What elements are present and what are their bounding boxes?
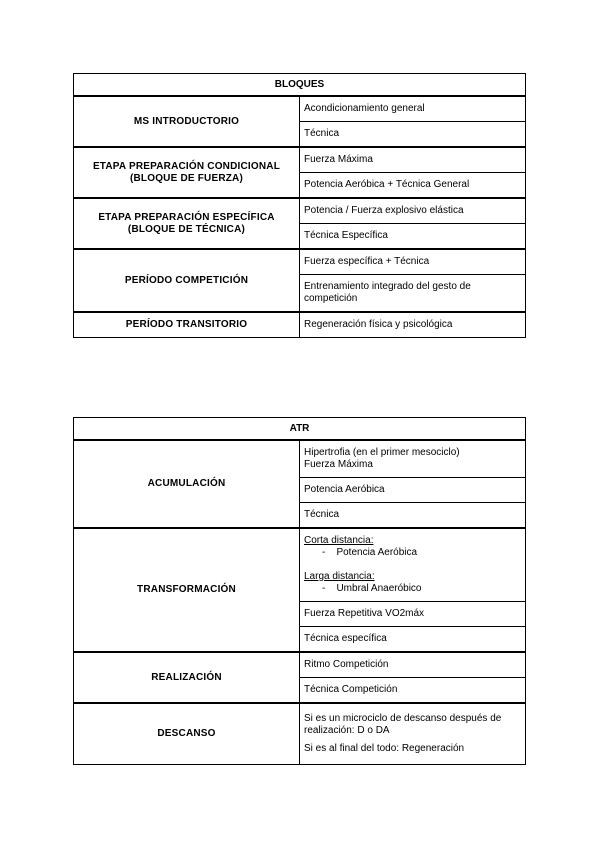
bloques-title: BLOQUES <box>74 74 526 97</box>
list-item: - Potencia Aeróbica <box>322 547 418 558</box>
atr-title: ATR <box>74 418 526 441</box>
bloques-table <box>73 73 526 338</box>
group-label-line2: (BLOQUE DE FUERZA) <box>129 172 244 184</box>
atr-table <box>73 417 526 765</box>
group-realizacion: REALIZACIÓN <box>74 652 300 703</box>
group-label-line1: ETAPA PREPARACIÓN ESPECÍFICA <box>98 211 275 223</box>
group-label-line1: ETAPA PREPARACIÓN CONDICIONAL <box>92 160 281 172</box>
corta-distancia-heading: Corta distancia: <box>304 535 374 546</box>
group-periodo-transitorio: PERÍODO TRANSITORIO <box>74 312 300 338</box>
table-cell: Potencia Aeróbica <box>300 478 526 503</box>
table-cell <box>300 703 526 765</box>
table-cell: Potencia / Fuerza explosivo elástica <box>300 198 526 224</box>
table-cell: Potencia Aeróbica + Técnica General <box>300 173 526 199</box>
item-line: Fuerza Máxima <box>304 459 373 470</box>
descanso-para1: Si es un microciclo de descanso después de realización: D o DA <box>304 713 502 736</box>
group-descanso: DESCANSO <box>74 703 300 765</box>
larga-distancia-heading: Larga distancia: <box>304 571 375 582</box>
table-cell <box>300 440 526 478</box>
group-ms-introductorio: MS INTRODUCTORIO <box>74 96 300 147</box>
table-cell: Técnica <box>300 503 526 529</box>
table-cell: Técnica Específica <box>300 224 526 250</box>
table-cell: Fuerza específica + Técnica <box>300 249 526 275</box>
table-cell: Ritmo Competición <box>300 652 526 678</box>
table-cell: Regeneración física y psicológica <box>300 312 526 338</box>
table-cell: Fuerza Máxima <box>300 147 526 173</box>
group-etapa-preparacion-condicional <box>74 147 300 198</box>
group-acumulacion: ACUMULACIÓN <box>74 440 300 528</box>
group-etapa-preparacion-especifica <box>74 198 300 249</box>
group-label-line2: (BLOQUE DE TÉCNICA) <box>127 223 246 235</box>
table-cell <box>300 528 526 602</box>
list-item: - Umbral Anaeróbico <box>322 583 422 594</box>
table-cell: Técnica específica <box>300 627 526 653</box>
table-cell: Entrenamiento integrado del gesto de competición <box>300 275 526 313</box>
table-cell: Acondicionamiento general <box>300 96 526 122</box>
table-cell: Técnica <box>300 122 526 148</box>
group-periodo-competicion: PERÍODO COMPETICIÓN <box>74 249 300 312</box>
table-cell: Fuerza Repetitiva VO2máx <box>300 602 526 627</box>
descanso-para2: Si es al final del todo: Regeneración <box>304 743 465 754</box>
group-transformacion: TRANSFORMACIÓN <box>74 528 300 652</box>
item-line: Hipertrofia (en el primer mesociclo) <box>304 447 460 458</box>
table-cell: Técnica Competición <box>300 678 526 704</box>
